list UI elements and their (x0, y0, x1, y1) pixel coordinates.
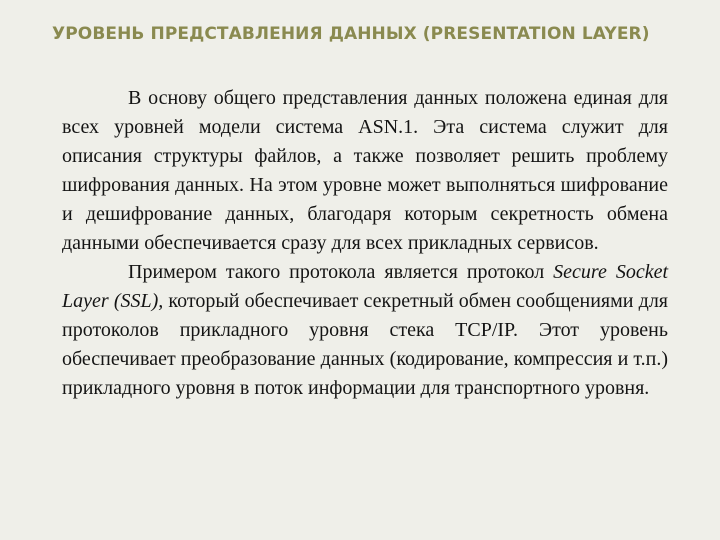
slide-title: УРОВЕНЬ ПРЕДСТАВЛЕНИЯ ДАННЫХ (PRESENTATION LAYER) (52, 24, 650, 44)
paragraph-asn1: В основу общего представления данных положена единая для всех уровней модели система ASN.1. Эта система служит для описания структуры файлов, а также позволяет решить проблему шифрования данных. На этом уровне может выполняться шифрование и дешифрование данных, благодаря которым секретность обмена данными обеспечивается сразу для всех прикладных сервисов. (62, 87, 668, 254)
paragraph-ssl (62, 258, 668, 403)
paragraph-ssl-rest: который обеспечивает секретный обмен сообщениями для протоколов прикладного уровня стека TCP/IP. Этот уровень обеспечивает преобразование данных (кодирование, компрессия и т.п.) прикладного уровня в поток информации для транспортного уровня. (62, 290, 668, 399)
slide-body (62, 84, 668, 403)
paragraph-ssl-lead: Примером такого протокола является протокол (128, 261, 554, 283)
protocol-name: Secure Socket Layer (SSL), (62, 261, 669, 312)
